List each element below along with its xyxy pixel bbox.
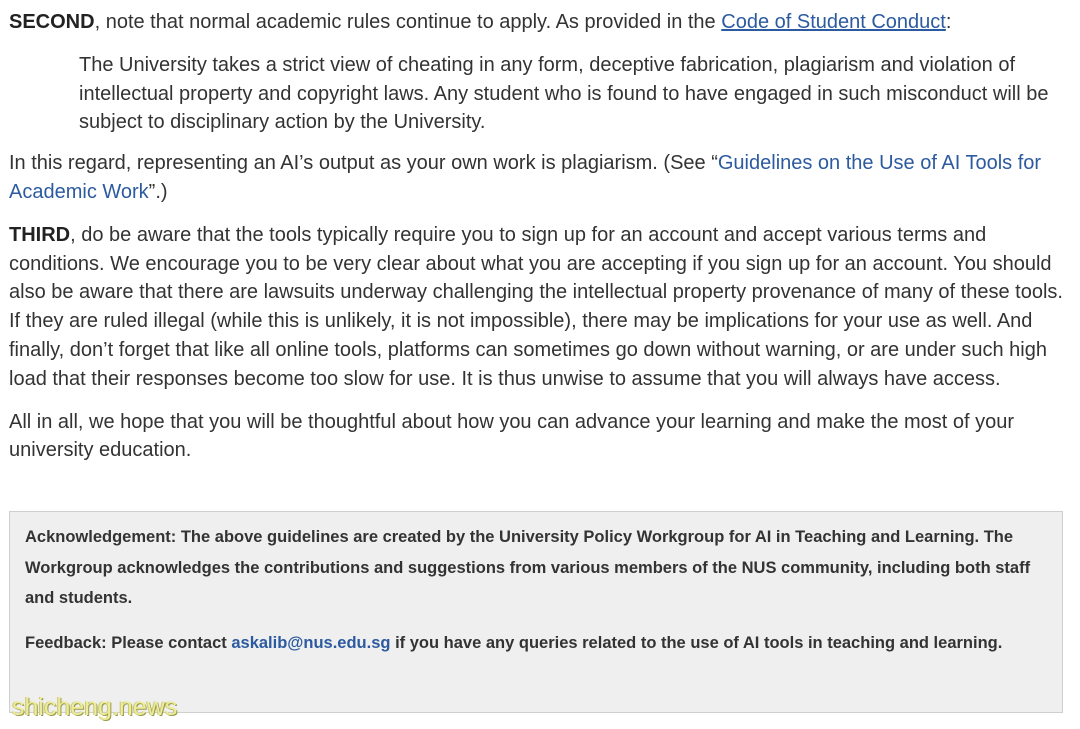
- second-label: SECOND: [9, 11, 95, 33]
- second-end: :: [945, 11, 952, 33]
- second-paragraph: [9, 8, 1069, 37]
- feedback-text: [25, 626, 1046, 660]
- guidelines-link[interactable]: Guidelines on the Use of AI Tools for Academic Work: [9, 152, 1042, 203]
- conduct-quote: The University takes a strict view of cheating in any form, deceptive fabrication, plagiarism and violation of intellectual property and copyright laws. Any student who is found to have engaged in such misconduct will be subject to disciplinary action by the University.: [79, 53, 1049, 134]
- regard-end: ”.): [148, 180, 168, 203]
- second-text: , note that normal academic rules continue to apply. As provided in the: [94, 11, 722, 33]
- acknowledgement-box: [9, 511, 1063, 713]
- third-label: THIRD: [9, 223, 71, 246]
- all-in-all-paragraph: All in all, we hope that you will be thoughtful about how you can advance your learning and make the most of your university education.: [9, 410, 1015, 462]
- watermark-logo: shicheng.news: [12, 693, 178, 721]
- article-body: [9, 8, 1069, 465]
- plagiarism-paragraph: [9, 149, 1069, 207]
- feedback-suffix: if you have any queries related to the use of AI tools in teaching and learning.: [390, 633, 1003, 652]
- regard-text: In this regard, representing an AI’s output as your own work is plagiarism. (See “: [9, 152, 718, 175]
- feedback-prefix: Feedback: Please contact: [25, 633, 232, 652]
- third-paragraph: [9, 221, 1069, 394]
- feedback-email-link[interactable]: askalib@nus.edu.sg: [231, 633, 391, 652]
- third-text: , do be aware that the tools typically require you to sign up for an account and accept various terms and conditions. We encourage you to be very clear about what you are accepting if you sign up for an account. You should also be aware that there are lawsuits underway challenging the intellectual property provenance of many of these tools. If they are ruled illegal (while this is unlikely, it is not impossible), there may be implications for your use as well. And finally, don’t forget that like all online tools, platforms can sometimes go down without warning, or are under such high load that their responses become too slow for use. It is thus unwise to assume that you will always have access.: [9, 223, 1063, 390]
- code-of-student-conduct-link[interactable]: Code of Student Conduct: [721, 11, 946, 33]
- acknowledgement-text: Acknowledgement: The above guidelines are created by the University Policy Workgroup for AI in Teaching and Learning. The Workgroup acknowledges the contributions and suggestions from various members of the NUS community, including both staff and students.: [25, 528, 1031, 607]
